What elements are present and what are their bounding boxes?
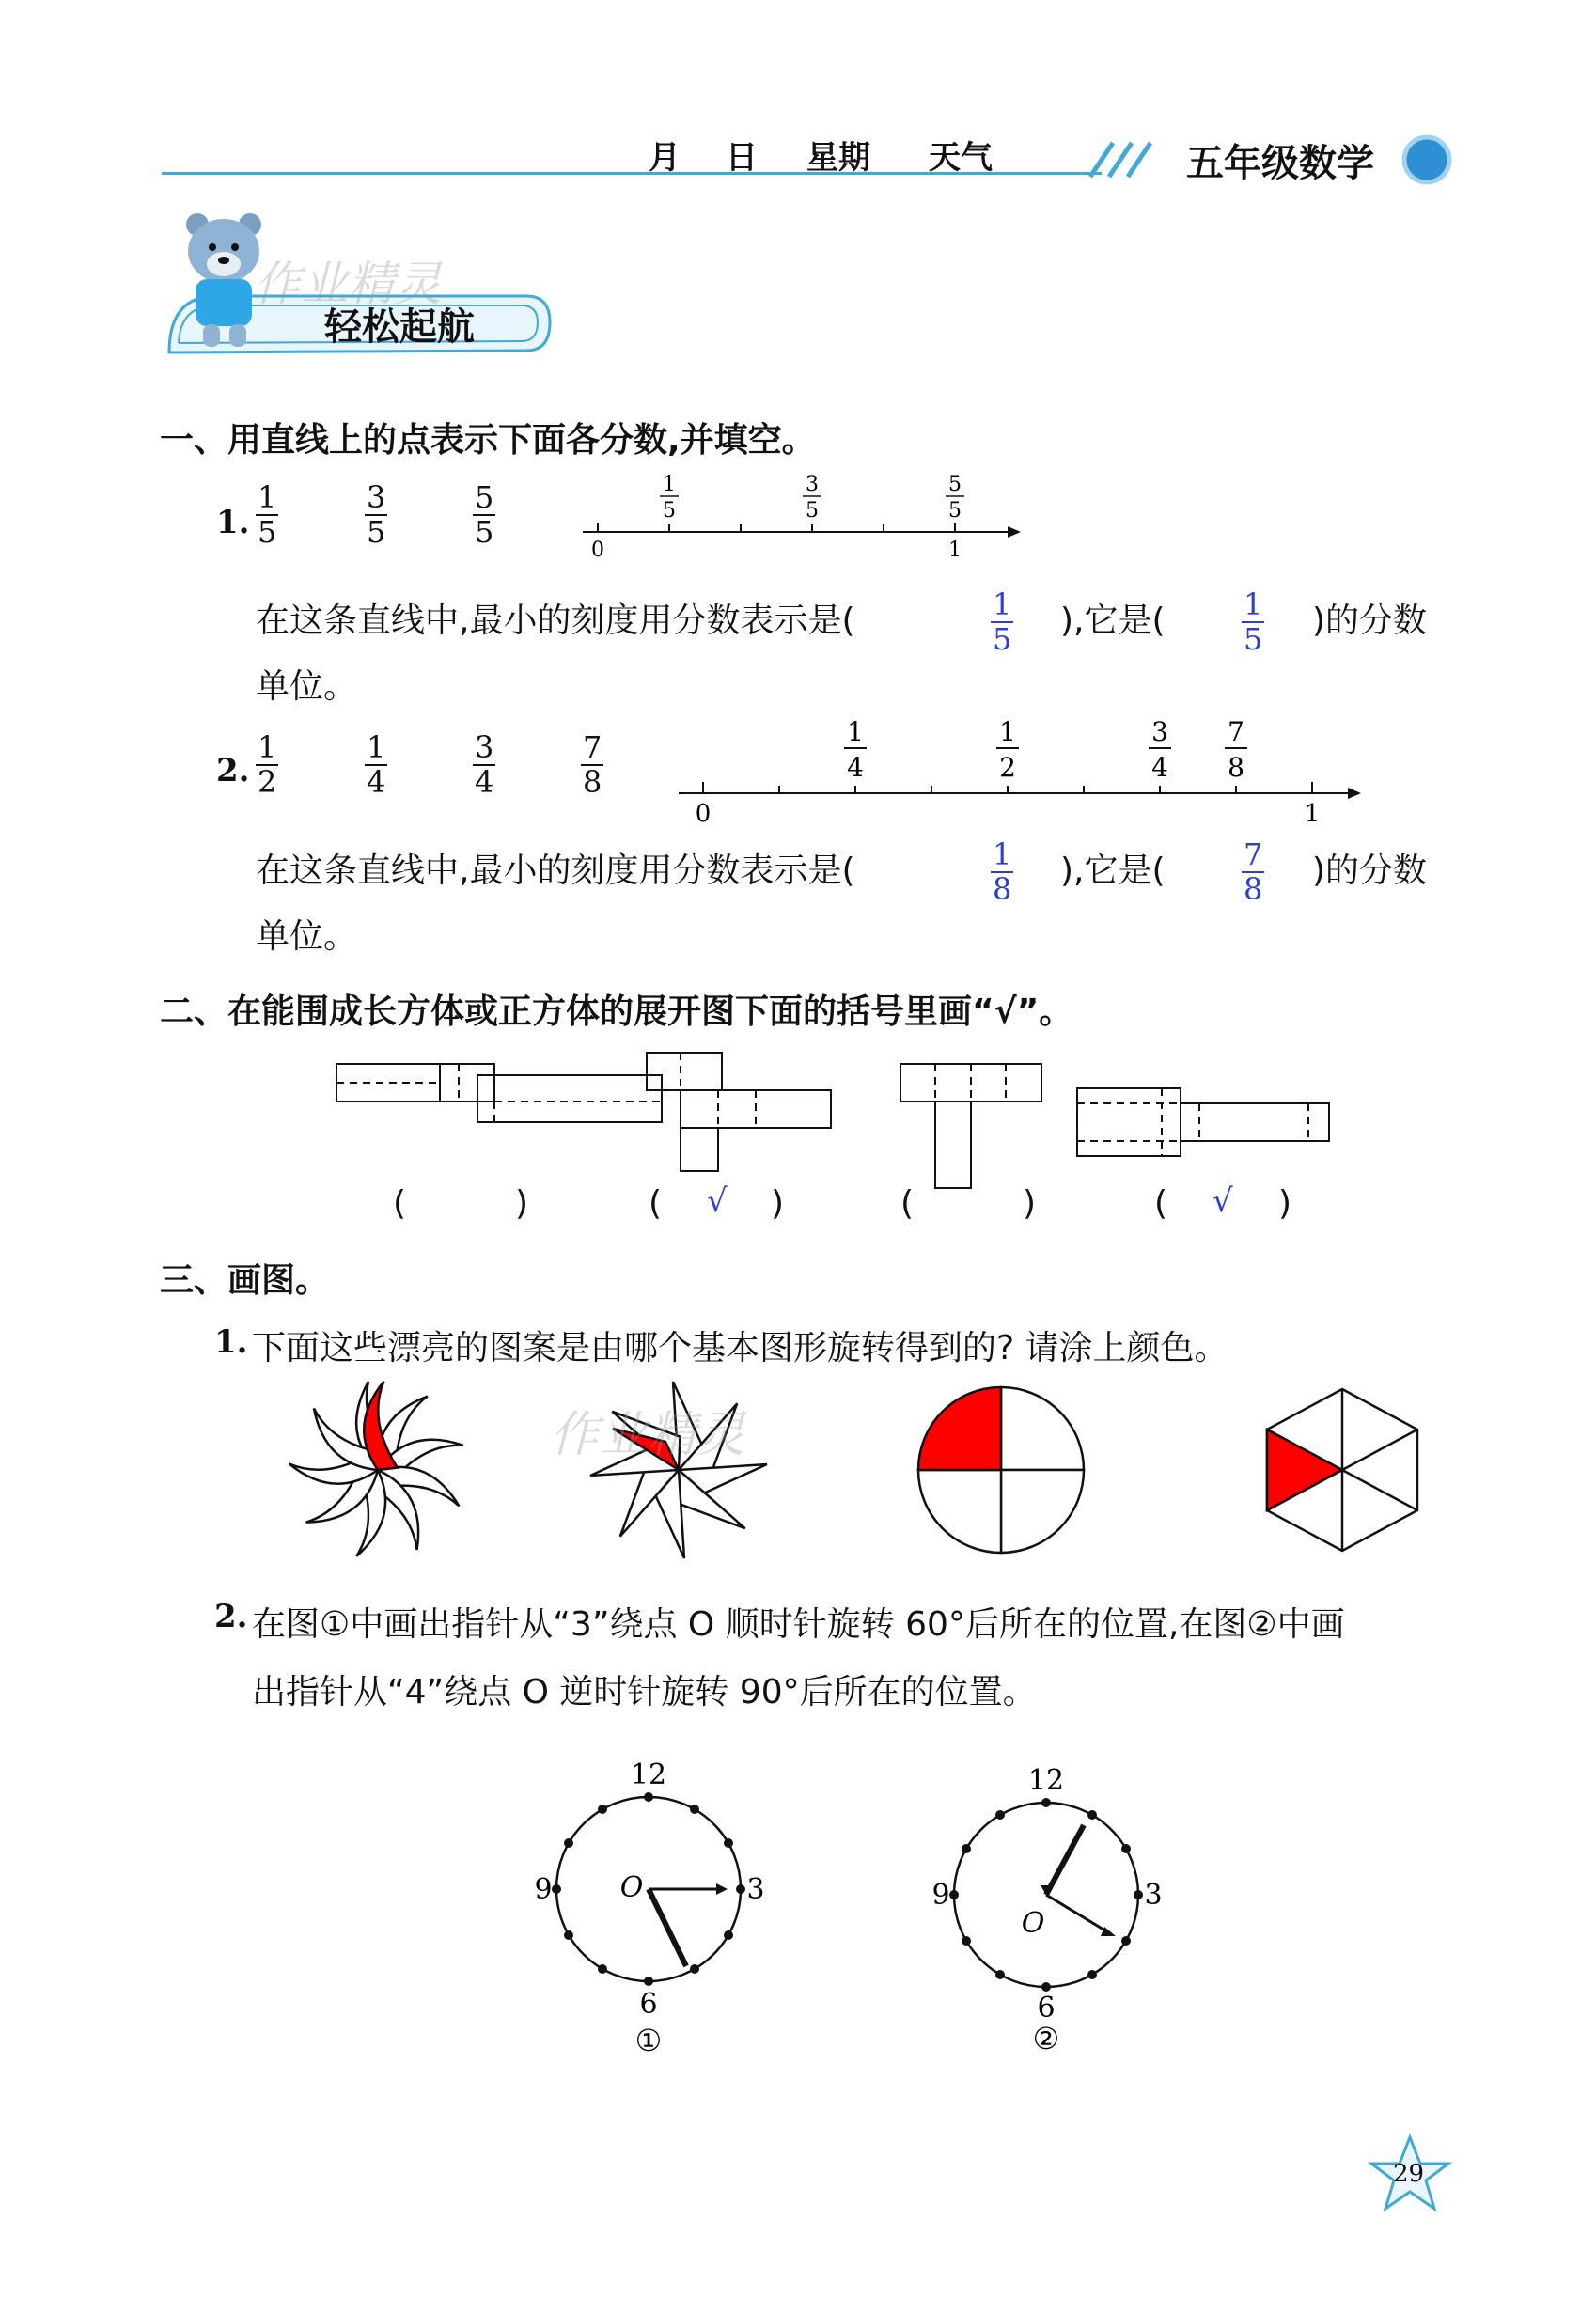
weather-label: 天气 (929, 139, 993, 177)
q2-fraction-3: 3 4 (475, 729, 494, 801)
s3-q2-text-line1: 在图①中画出指针从“3”绕点 O 顺时针旋转 60°后所在的位置,在图②中画 (252, 1605, 1345, 1644)
q1-fraction-1: 1 5 (258, 479, 277, 551)
pattern-hexagon (1267, 1389, 1417, 1551)
clock1-9: 9 (534, 1873, 553, 1906)
q1-number-line (575, 470, 1026, 564)
q1-line-label-2-d: 5 (806, 499, 819, 523)
section3-title: 三、画图。 (160, 1261, 330, 1300)
q2-answer-1: 1 8 (993, 836, 1012, 908)
net3-paren-open: ( (900, 1184, 915, 1223)
q2-line-label-1-d: 4 (847, 752, 864, 783)
book-title: 五年级数学 (1186, 142, 1374, 185)
q1-text-b: ),它是( (1060, 602, 1166, 640)
watermark: 作业精灵 (254, 257, 442, 311)
net-3 (900, 1064, 1041, 1188)
q1-line-zero: 0 (591, 539, 604, 562)
s3-q2-text-line2: 出指针从“4”绕点 O 逆时针旋转 90°后所在的位置。 (252, 1673, 1037, 1711)
q2-line-one: 1 (1304, 800, 1321, 828)
pattern-quarter-circles (918, 1387, 1084, 1553)
q1-answer-1: 1 5 (993, 586, 1012, 658)
q2-fraction-4: 7 8 (583, 729, 602, 801)
q1-text-a: 在这条直线中,最小的刻度用分数表示是( (256, 602, 855, 640)
q2-answer-2: 7 8 (1244, 836, 1263, 908)
weekday-label: 星期 (806, 139, 870, 177)
clock2-9: 9 (931, 1879, 950, 1912)
clock1-3: 3 (746, 1873, 765, 1906)
page-number: 29 (1393, 2160, 1425, 2188)
clock-2 (907, 1748, 1189, 2077)
net1-paren-close: ) (515, 1184, 529, 1223)
clock1-6: 6 (639, 1988, 658, 2021)
slash-decoration-icon (1081, 139, 1166, 179)
q2-number: 2. (216, 752, 250, 789)
s3-q1-text: 下面这些漂亮的图案是由哪个基本图形旋转得到的? 请涂上颜色。 (252, 1329, 1228, 1367)
clock2-center: O (1021, 1907, 1045, 1940)
clock1-caption: ① (634, 2023, 663, 2058)
net1-paren-open: ( (393, 1184, 407, 1223)
q2-line-zero: 0 (695, 800, 712, 828)
q2-text-a: 在这条直线中,最小的刻度用分数表示是( (256, 852, 855, 890)
q1-fraction-3: 5 5 (475, 479, 494, 551)
q1-line-label-3-d: 5 (948, 499, 962, 523)
q1-fraction-2: 3 5 (367, 479, 386, 551)
q2-line-label-2-n: 1 (999, 716, 1016, 747)
q2-line-label-2-d: 2 (999, 752, 1016, 783)
q1-line-label-3-n: 5 (948, 473, 962, 496)
q1-line-one: 1 (948, 539, 962, 562)
net2-paren-open: ( (649, 1184, 663, 1223)
q1-line-label-1-n: 1 (663, 473, 676, 496)
q2-text-d: 单位。 (256, 917, 358, 956)
q1-line-label-1-d: 5 (663, 499, 676, 523)
q1-text-d: 单位。 (256, 667, 358, 706)
clock2-6: 6 (1037, 1992, 1056, 2024)
clock2-3: 3 (1144, 1879, 1163, 1912)
s3-q1-number: 1. (214, 1323, 248, 1361)
q2-line-label-3-n: 3 (1151, 716, 1168, 747)
watermark-2: 作业精灵 (550, 1407, 746, 1463)
pattern-curved-blades (287, 1379, 468, 1560)
net4-answer: √ (1213, 1182, 1233, 1220)
q2-fraction-2: 1 4 (367, 729, 386, 801)
section1-title: 一、用直线上的点表示下面各分数,并填空。 (160, 421, 816, 460)
q1-number: 1. (216, 504, 250, 541)
cube-nets (329, 1043, 1335, 1194)
q2-line-label-4-d: 8 (1228, 752, 1244, 783)
section2-title: 二、在能围成长方体或正方体的展开图下面的括号里画“√”。 (160, 992, 1073, 1031)
clock1-12: 12 (630, 1758, 667, 1791)
clock2-caption: ② (1032, 2021, 1060, 2056)
net4-paren-open: ( (1154, 1184, 1168, 1223)
q1-answer-2: 1 5 (1244, 586, 1263, 658)
s3-q2-number: 2. (214, 1598, 248, 1635)
q1-text-c: )的分数 (1312, 602, 1428, 640)
q1-line-label-2-n: 3 (806, 473, 819, 496)
q2-text-c: )的分数 (1312, 852, 1428, 890)
q2-line-label-1-n: 1 (847, 716, 864, 747)
q2-number-line (669, 711, 1365, 833)
net4-paren-close: ) (1278, 1184, 1292, 1223)
banner-title: 轻松起航 (324, 305, 475, 349)
q2-line-label-4-n: 7 (1228, 716, 1244, 747)
net-1 (336, 1064, 662, 1122)
month-label: 月 (649, 139, 681, 177)
net-2 (647, 1053, 831, 1171)
day-label: 日 (726, 139, 758, 177)
net2-answer: √ (707, 1182, 728, 1220)
q2-fraction-1: 1 2 (258, 729, 277, 801)
blue-dot-icon (1400, 133, 1453, 186)
net3-paren-close: ) (1023, 1184, 1037, 1223)
clock2-12: 12 (1027, 1764, 1065, 1797)
net-4 (1077, 1088, 1329, 1156)
net2-paren-close: ) (771, 1184, 785, 1223)
clock1-center: O (619, 1871, 644, 1904)
q2-line-label-3-d: 4 (1151, 752, 1168, 783)
rotation-patterns (273, 1372, 1447, 1570)
q2-text-b: ),它是( (1060, 852, 1166, 890)
clock-1 (515, 1739, 797, 2068)
